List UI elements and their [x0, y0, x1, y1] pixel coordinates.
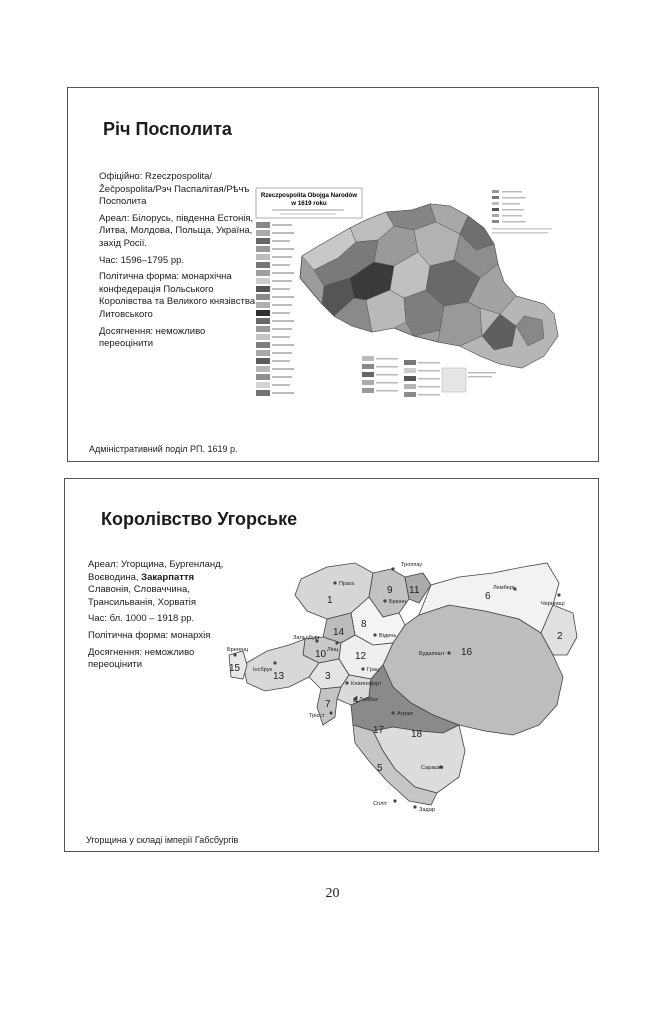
- region-number: 6: [485, 591, 491, 602]
- city-label: Аграм: [397, 711, 413, 717]
- page-number: 20: [325, 886, 340, 901]
- city-label: Задар: [419, 807, 435, 813]
- slide-title: Королівство Угорське: [101, 509, 298, 529]
- map-legend-left: [256, 222, 294, 396]
- city-label: Спліт: [373, 801, 388, 807]
- city-label: Брюнн: [389, 599, 407, 605]
- city-label: Трієст: [309, 713, 325, 719]
- city-label: Клагенфурт: [351, 681, 382, 687]
- city-label: Грац: [367, 667, 380, 673]
- map-subtitle: [272, 209, 344, 211]
- city-label: Будапешт: [419, 651, 445, 657]
- city-label: Інсбрук: [253, 667, 272, 673]
- city-label: Лемберг: [493, 585, 515, 591]
- region-number: 2: [557, 631, 563, 642]
- region-number: 1: [327, 595, 333, 606]
- body-achievement: Досягнення: неможливо переоцінити: [88, 646, 195, 671]
- region-number: 16: [461, 647, 473, 658]
- region-number: 11: [409, 585, 420, 596]
- region-number: 9: [387, 585, 393, 596]
- slide-caption: Адміністративний поділ РП. 1619 р.: [89, 444, 238, 454]
- body-time: Час: бл. 1000 – 1918 рр.: [88, 613, 195, 625]
- city-label: Прага: [339, 581, 355, 587]
- map-credit: [280, 213, 336, 215]
- slide-caption: Угорщина у складі імперії Габсбургів: [86, 835, 239, 845]
- body-area: Ареал: Білорусь, південна Естонія, Литва, Молдова, Польща, Україна, захід Росії.: [99, 212, 254, 249]
- region-number: 5: [377, 763, 383, 774]
- region-number: 8: [361, 619, 367, 630]
- map-title-line-1: Rzeczpospolita Obojga Narodów: [260, 192, 358, 199]
- map-habsburg-empire: [223, 555, 579, 837]
- city-label: Лайбах: [359, 697, 378, 703]
- city-label: Лінц: [327, 647, 339, 653]
- city-label: Черновці: [541, 601, 565, 607]
- body-area-rest: Славонія, Словаччина, Трансильванія, Хорватія: [88, 584, 197, 608]
- slide-body: [99, 171, 257, 355]
- body-area-bold: Закарпаття: [141, 571, 195, 583]
- city-label: Сараєво: [421, 765, 444, 771]
- city-label: Зальцбург: [293, 635, 320, 641]
- map-legend-right: [492, 190, 552, 234]
- city-label: Троппау: [401, 562, 423, 568]
- body-achievement: Досягнення: неможливо переоцінити: [99, 325, 206, 350]
- region-number: 3: [325, 671, 331, 682]
- region-number: 17: [373, 725, 385, 736]
- region-number: 12: [355, 651, 367, 662]
- slide-kingdom-hungary: [64, 478, 599, 852]
- slide-title: Річ Посполита: [103, 119, 232, 139]
- region-number: 15: [229, 663, 241, 674]
- map-legend-bottom: [362, 356, 496, 397]
- body-political-form: Політична форма: монархія: [88, 629, 211, 641]
- region-number: 4: [353, 695, 359, 706]
- body-time: Час: 1596–1795 рр.: [99, 254, 185, 266]
- slide-rich-pospolyta: [67, 87, 599, 462]
- map-commonwealth-1619: [254, 186, 562, 418]
- region-number: 10: [315, 649, 327, 660]
- city-label: Брегенц: [227, 647, 249, 653]
- body-area: [88, 559, 238, 609]
- slide-body: [88, 559, 238, 676]
- body-political-form: Політична форма: монархічна конфедерація Польського Королівства та Великого князівства Литовського: [99, 271, 256, 320]
- region-number: 14: [333, 627, 345, 638]
- body-official-names: Офіційно: Rzeczpospolita/Žečpospolita/Рэч Паспалітая/Рѣчъ Посполита: [99, 171, 250, 208]
- city-label: Відень: [379, 633, 397, 639]
- region-number: 7: [325, 699, 331, 710]
- body-area-text: Ареал: Угорщина, Бургенланд, Воєводина,: [88, 559, 224, 583]
- region-number: 18: [411, 729, 423, 740]
- region-number: 13: [273, 671, 285, 682]
- map-title-line-2: w 1619 roku: [291, 200, 327, 207]
